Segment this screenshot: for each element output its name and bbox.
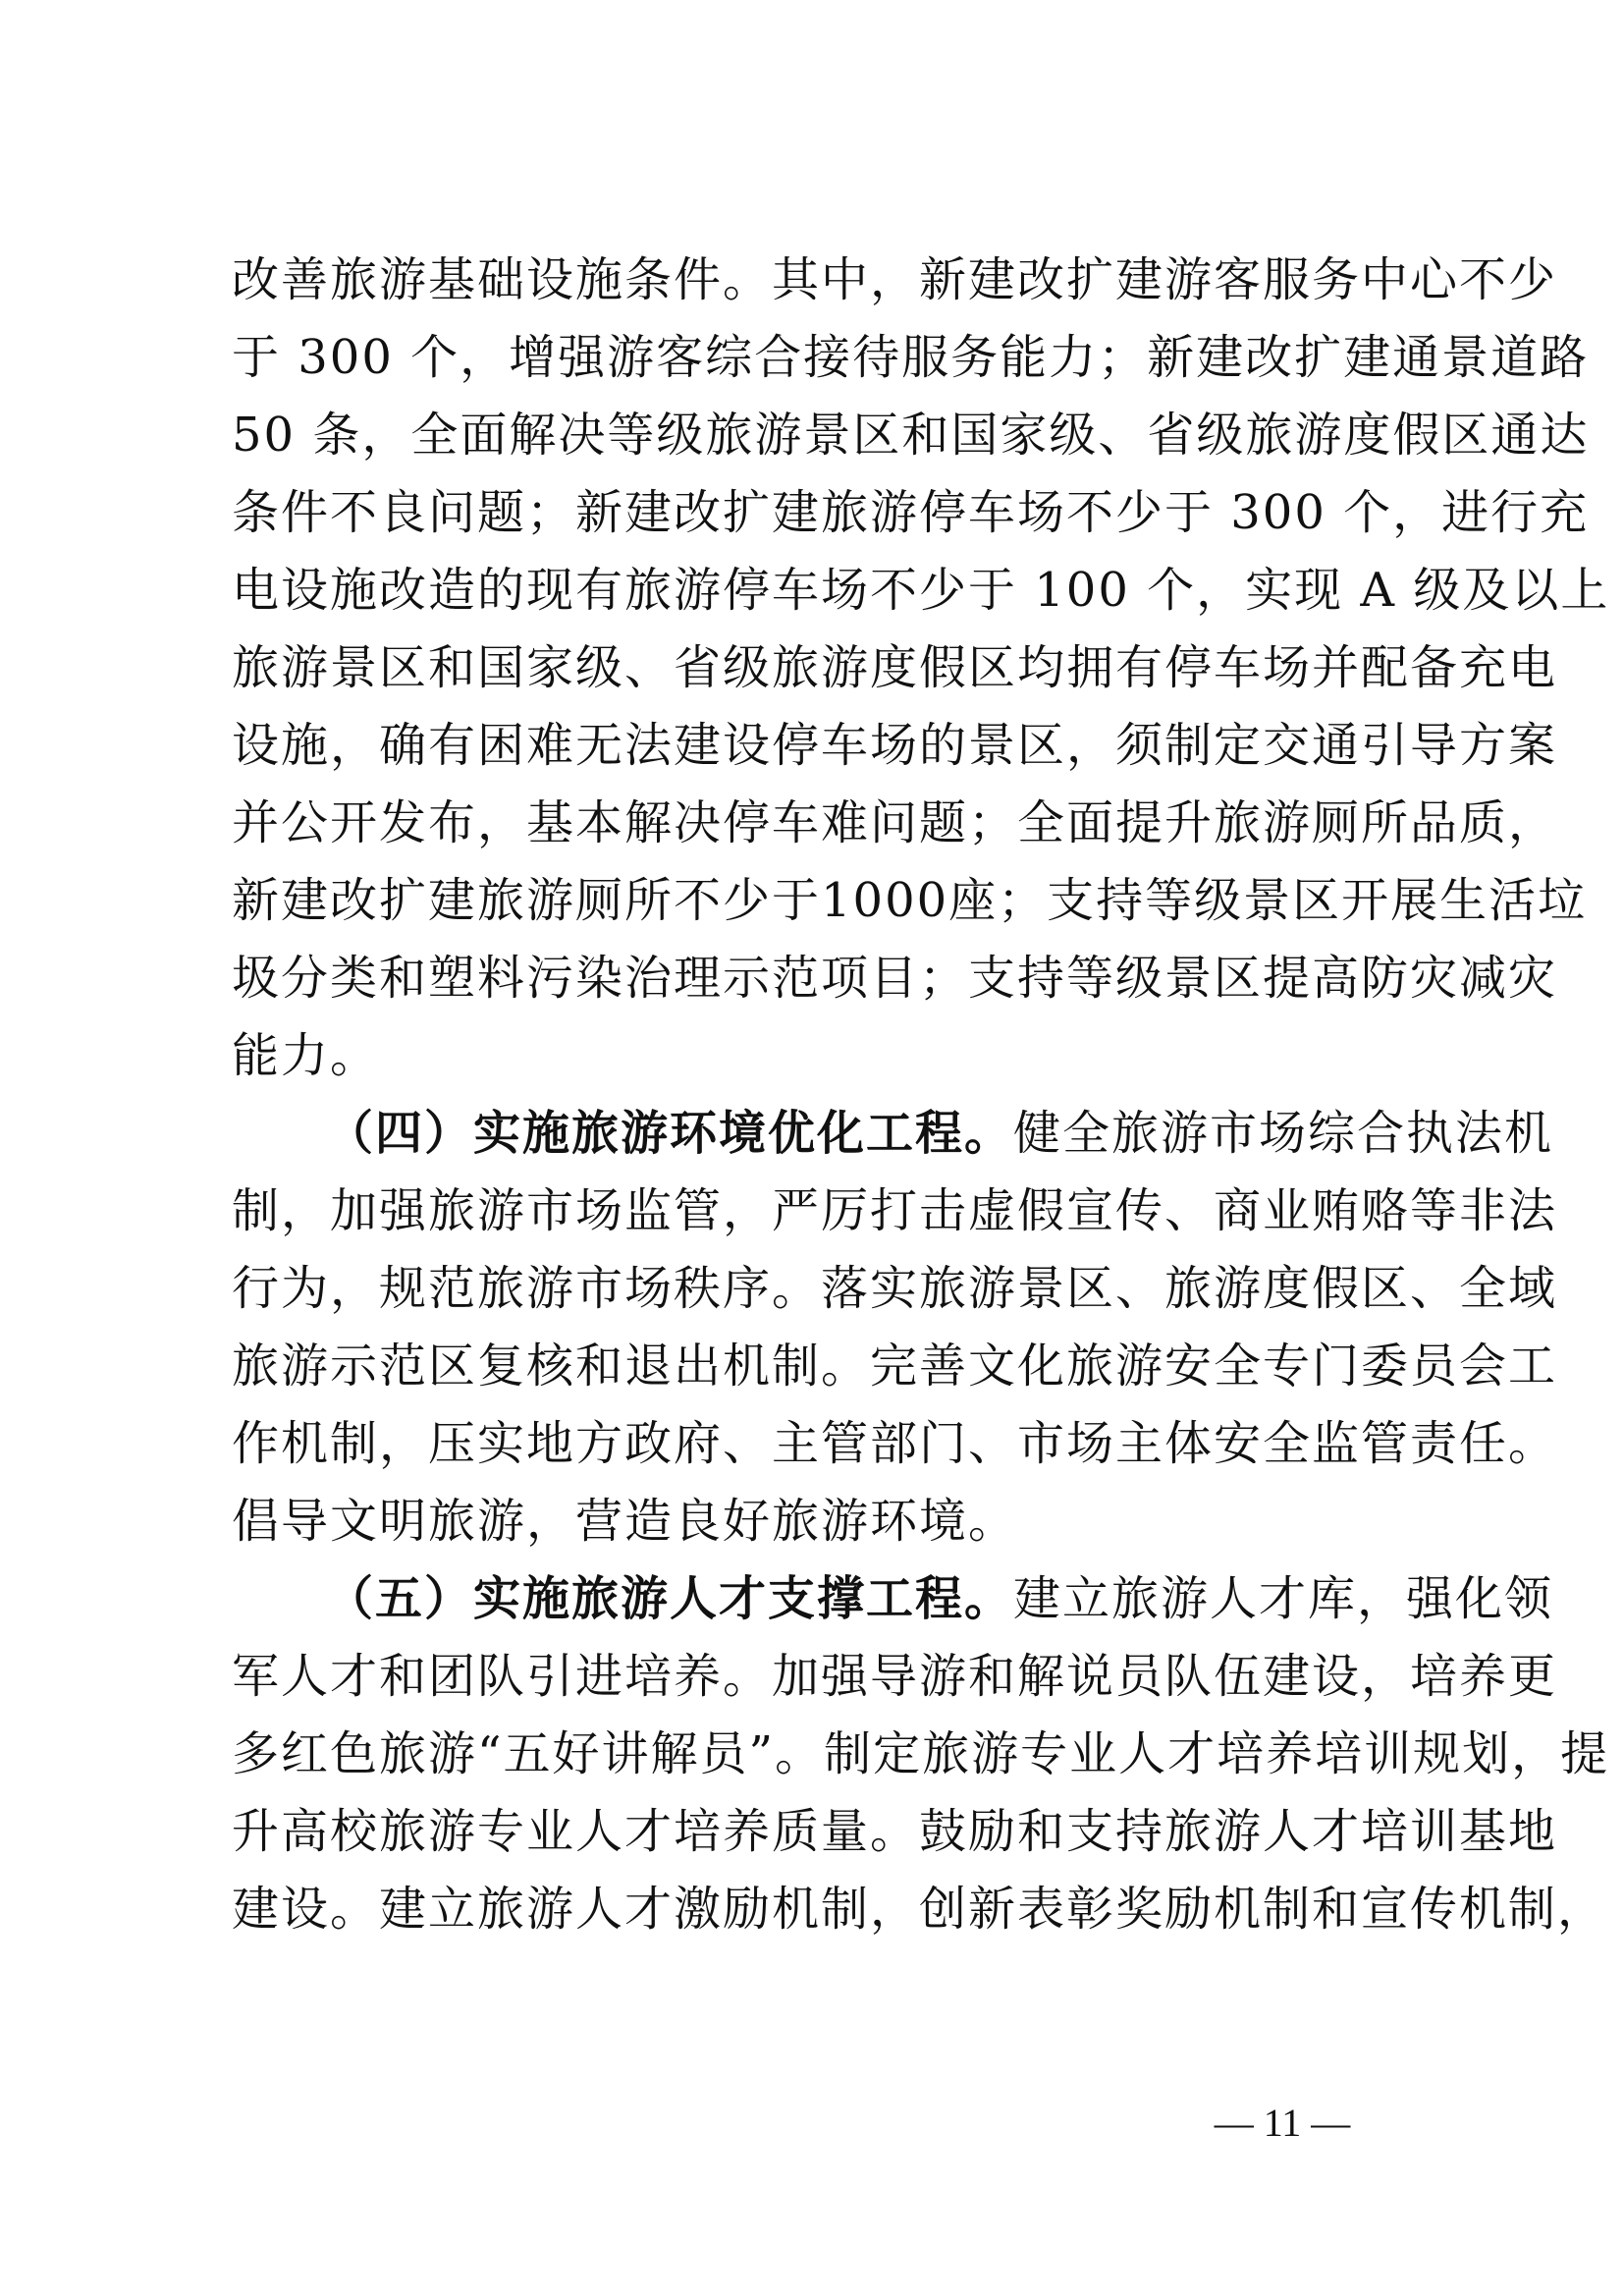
text-line: 电设施改造的现有旅游停车场不少于 100 个，实现 A 级及以上: [232, 563, 1610, 618]
section-environment: [232, 1095, 1558, 1560]
text-line: 旅游景区和国家级、省级旅游度假区均拥有停车场并配备充电: [232, 640, 1558, 695]
section-talent: [232, 1560, 1610, 1948]
section-text: 健全旅游市场综合执法机: [1013, 1106, 1554, 1161]
text-line: 作机制，压实地方政府、主管部门、市场主体安全监管责任。: [232, 1416, 1558, 1471]
text-line: 50 条，全面解决等级旅游景区和国家级、省级旅游度假区通达: [232, 408, 1590, 463]
body-text: [232, 242, 1610, 1948]
text-line: 新建改扩建旅游厕所不少于1000座；支持等级景区开展生活垃: [232, 873, 1588, 928]
text-line: 倡导文明旅游，营造良好旅游环境。: [232, 1494, 1018, 1549]
text-line: 多红色旅游“五好讲解员”。制定旅游专业人才培养培训规划，提: [232, 1726, 1610, 1781]
section-heading: （五）实施旅游人才支撑工程。: [326, 1571, 1014, 1626]
paragraph-infrastructure: [232, 242, 1610, 1095]
text-line: 并公开发布，基本解决停车难问题；全面提升旅游厕所品质，: [232, 795, 1558, 850]
section-heading: （四）实施旅游环境优化工程。: [326, 1106, 1014, 1161]
text-line: 于 300 个，增强游客综合接待服务能力；新建改扩建通景道路: [232, 330, 1590, 385]
text-line: 升高校旅游专业人才培养质量。鼓励和支持旅游人才培训基地: [232, 1804, 1558, 1859]
text-line: 旅游示范区复核和退出机制。完善文化旅游安全专门委员会工: [232, 1339, 1558, 1394]
text-line: 圾分类和塑料污染治理示范项目；支持等级景区提高防灾减灾: [232, 951, 1558, 1006]
text-line: 改善旅游基础设施条件。其中，新建改扩建游客服务中心不少: [232, 252, 1558, 307]
text-line: 制，加强旅游市场监管，严厉打击虚假宣传、商业贿赂等非法: [232, 1183, 1558, 1238]
section-text: 建立旅游人才库，强化领: [1013, 1571, 1554, 1626]
section-first-line: [232, 1095, 1554, 1173]
section-first-line: [232, 1560, 1554, 1638]
text-line: 军人才和团队引进培养。加强导游和解说员队伍建设，培养更: [232, 1649, 1558, 1704]
text-line: 行为，规范旅游市场秩序。落实旅游景区、旅游度假区、全域: [232, 1261, 1558, 1316]
page-number: — 11 —: [1214, 2101, 1351, 2145]
text-line: 条件不良问题；新建改扩建旅游停车场不少于 300 个，进行充: [232, 485, 1590, 540]
text-line: 能力。: [232, 1028, 380, 1083]
text-line: 建设。建立旅游人才激励机制，创新表彰奖励机制和宣传机制，: [232, 1882, 1607, 1937]
text-line: 设施，确有困难无法建设停车场的景区，须制定交通引导方案: [232, 718, 1558, 773]
